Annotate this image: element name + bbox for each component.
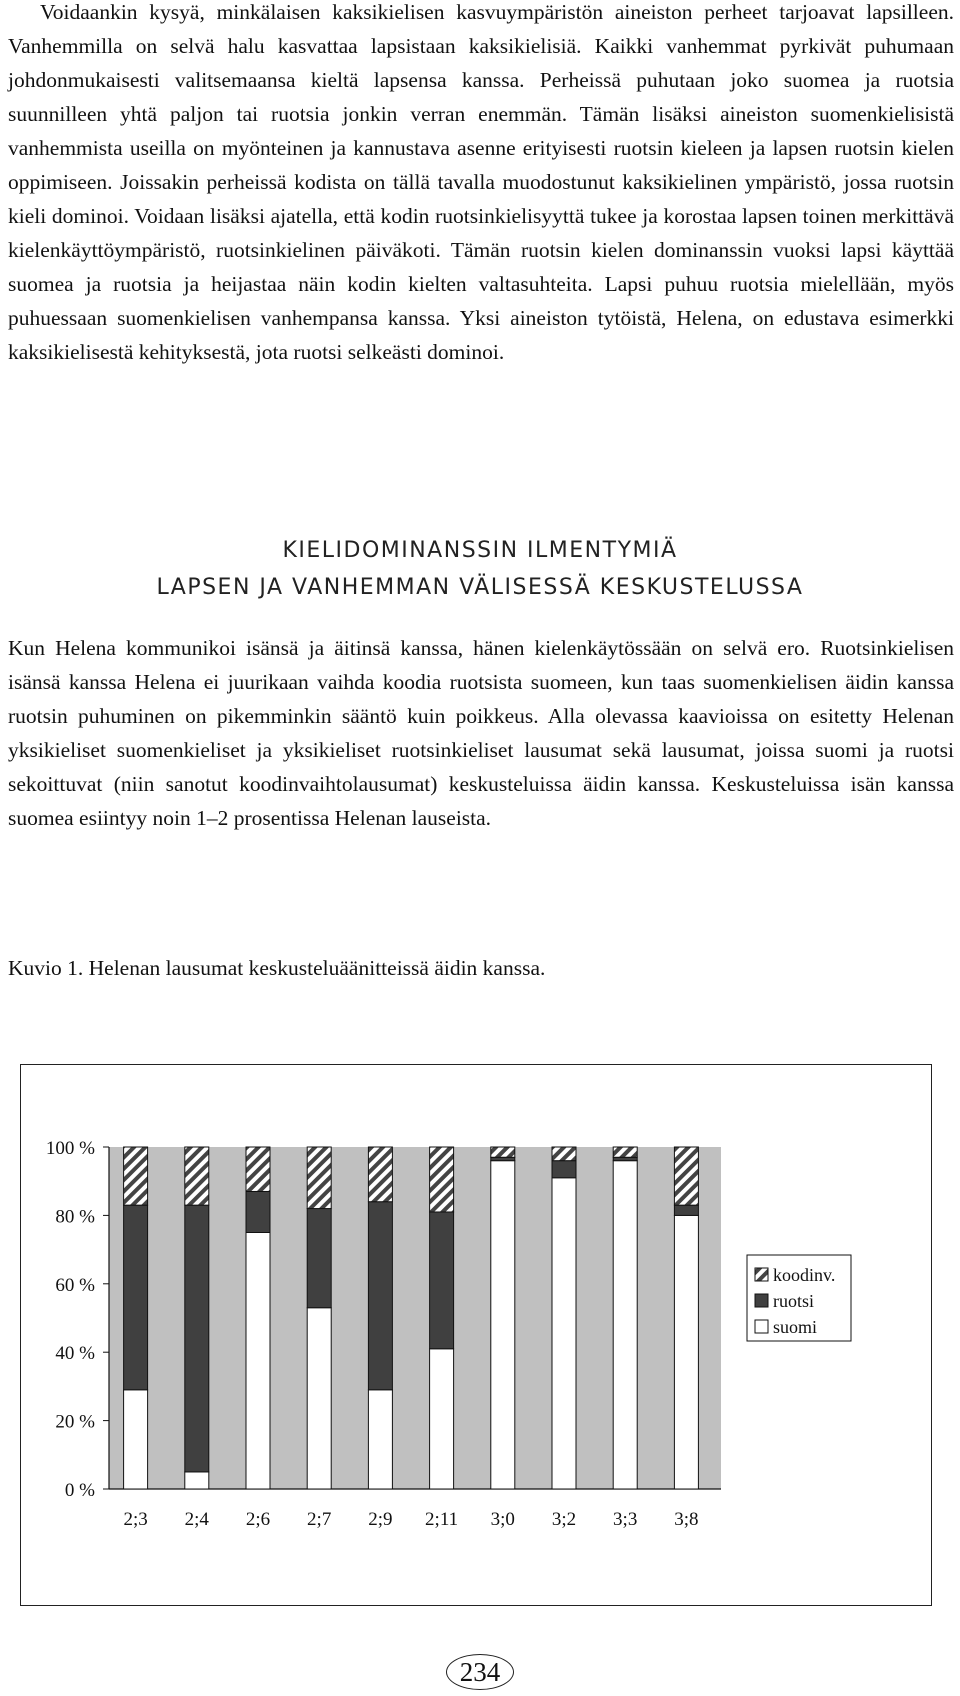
bar-segment-ruotsi xyxy=(368,1202,392,1390)
bar-segment-ruotsi xyxy=(491,1157,515,1160)
bar-segment-suomi xyxy=(124,1390,148,1489)
bar-segment-koodinv xyxy=(307,1147,331,1209)
bar-segment-suomi xyxy=(307,1308,331,1489)
x-tick-label: 2;11 xyxy=(425,1509,459,1530)
bar-segment-koodinv xyxy=(491,1147,515,1157)
page-number: 234 xyxy=(446,1654,514,1690)
x-tick-label: 2;4 xyxy=(184,1509,209,1530)
bar-segment-ruotsi xyxy=(430,1212,454,1349)
bar-segment-ruotsi xyxy=(552,1161,576,1178)
legend-label-ruotsi: ruotsi xyxy=(773,1291,815,1311)
bar-segment-koodinv xyxy=(246,1147,270,1191)
bar-segment-suomi xyxy=(246,1233,270,1490)
bar-segment-ruotsi xyxy=(613,1157,637,1160)
x-tick-label: 3;2 xyxy=(551,1509,577,1530)
bar-segment-suomi xyxy=(430,1349,454,1489)
bar-segment-koodinv xyxy=(552,1147,576,1161)
section-heading-line-2: LAPSEN JA VANHEMMAN VÄLISESSÄ KESKUSTELUSSA xyxy=(156,575,804,600)
section-heading-line-1: KIELIDOMINANSSIN ILMENTYMIÄ xyxy=(282,538,678,563)
x-tick-label: 2;3 xyxy=(123,1509,148,1530)
body-paragraph-2: Kun Helena kommunikoi isänsä ja äitinsä kanssa, hänen kielenkäytössään on selvä ero. Ruotsinkielisen isänsä kanssa Helena ei juurikaan vaihda koodia ruotsista suomeen, kun taas suomenkielisen äidin kanssa ruotsin puhuminen on pikemminkin sääntö kuin poikkeus. Alla olevassa kaavioissa on esitetty Helenan yksikieliset suomenkieliset ja yksikieliset ruotsinkieliset lausumat sekä lausumat, joissa suomi ja ruotsi sekoittuvat (niin sanotut koodinvaihtolausumat) keskusteluissa äidin kanssa. Keskusteluissa isän kanssa suomea esiintyy noin 1–2 prosentissa Helenan lauseista. xyxy=(8,636,954,830)
y-tick-label: 80 % xyxy=(55,1206,95,1228)
body-paragraph-1: Voidaankin kysyä, minkälaisen kaksikielisen kasvuympäristön aineiston perheet tarjoavat lapsilleen. Vanhemmilla on selvä halu kasvattaa lapsistaan kaksikielisiä. Kaikki vanhemmat pyrkivät puhumaan johdonmukaisesti valitsemaansa kieltä lapsensa kanssa. Perheissä puhutaan joko suomea ja ruotsia suunnilleen yhtä paljon tai ruotsia jonkin verran enemmän. Tämän lisäksi aineiston suomenkielisistä vanhemmista useilla on myönteinen ja kannustava asenne erityisesti ruotsin kieleen ja lapsen ruotsin kielen oppimiseen. Joissakin perheissä kodista on tällä tavalla muodostunut kaksikielinen ympäristö, jossa ruotsin kieli dominoi. Voidaan lisäksi ajatella, että kodin ruotsinkielisyyttä tukee ja korostaa lapsen toinen merkittävä kielenkäyttöympäristö, ruotsinkielinen päiväkoti. Tämän ruotsin kielen dominanssin vuoksi lapsi käyttää suomea ja ruotsia ja heijastaa näin kodin kielten valtasuhteita. Lapsi puhuu ruotsia mielellään, myös puhuessaan suomenkielisen vanhempansa kanssa. Yksi aineiston tytöistä, Helena, on edustava esimerkki kaksikielisestä kehityksestä, jota ruotsi selkeästi dominoi. xyxy=(8,0,954,364)
bar-segment-koodinv xyxy=(430,1147,454,1212)
bar-segment-suomi xyxy=(185,1472,209,1489)
y-tick-label: 100 % xyxy=(45,1138,95,1159)
legend-label-koodinv: koodinv. xyxy=(773,1265,836,1285)
bar-segment-koodinv xyxy=(185,1147,209,1205)
bar-segment-ruotsi xyxy=(674,1205,698,1215)
bar-segment-koodinv xyxy=(674,1147,698,1205)
y-tick-label: 20 % xyxy=(55,1411,95,1433)
bar-segment-suomi xyxy=(552,1178,576,1489)
stacked-bar-chart xyxy=(21,1065,930,1604)
bar-segment-suomi xyxy=(491,1161,515,1489)
x-tick-label: 2;7 xyxy=(307,1509,332,1530)
bar-segment-ruotsi xyxy=(307,1209,331,1308)
y-tick-label: 40 % xyxy=(55,1343,95,1365)
figure-caption: Kuvio 1. Helenan lausumat keskusteluäänitteissä äidin kanssa. xyxy=(8,956,546,980)
bar-segment-suomi xyxy=(674,1215,698,1489)
legend-swatch-ruotsi xyxy=(755,1294,768,1307)
bar-segment-ruotsi xyxy=(124,1205,148,1390)
bar-segment-ruotsi xyxy=(246,1191,270,1232)
legend xyxy=(747,1255,851,1341)
x-tick-label: 2;9 xyxy=(368,1509,393,1530)
legend-swatch-suomi xyxy=(755,1320,768,1333)
legend-label-suomi: suomi xyxy=(773,1317,818,1337)
bar-segment-suomi xyxy=(613,1161,637,1489)
y-tick-label: 0 % xyxy=(64,1480,95,1501)
chart-frame xyxy=(20,1064,932,1606)
bar-segment-ruotsi xyxy=(185,1205,209,1472)
x-tick-label: 3;8 xyxy=(674,1509,699,1530)
bar-segment-koodinv xyxy=(368,1147,392,1202)
y-tick-label: 60 % xyxy=(55,1274,95,1296)
x-tick-label: 3;0 xyxy=(490,1509,515,1530)
bar-segment-koodinv xyxy=(124,1147,148,1205)
legend-swatch-koodinv xyxy=(755,1268,768,1281)
bar-segment-koodinv xyxy=(613,1147,637,1157)
x-tick-label: 2;6 xyxy=(245,1509,271,1530)
x-tick-label: 3;3 xyxy=(613,1509,638,1530)
bar-segment-suomi xyxy=(368,1390,392,1489)
